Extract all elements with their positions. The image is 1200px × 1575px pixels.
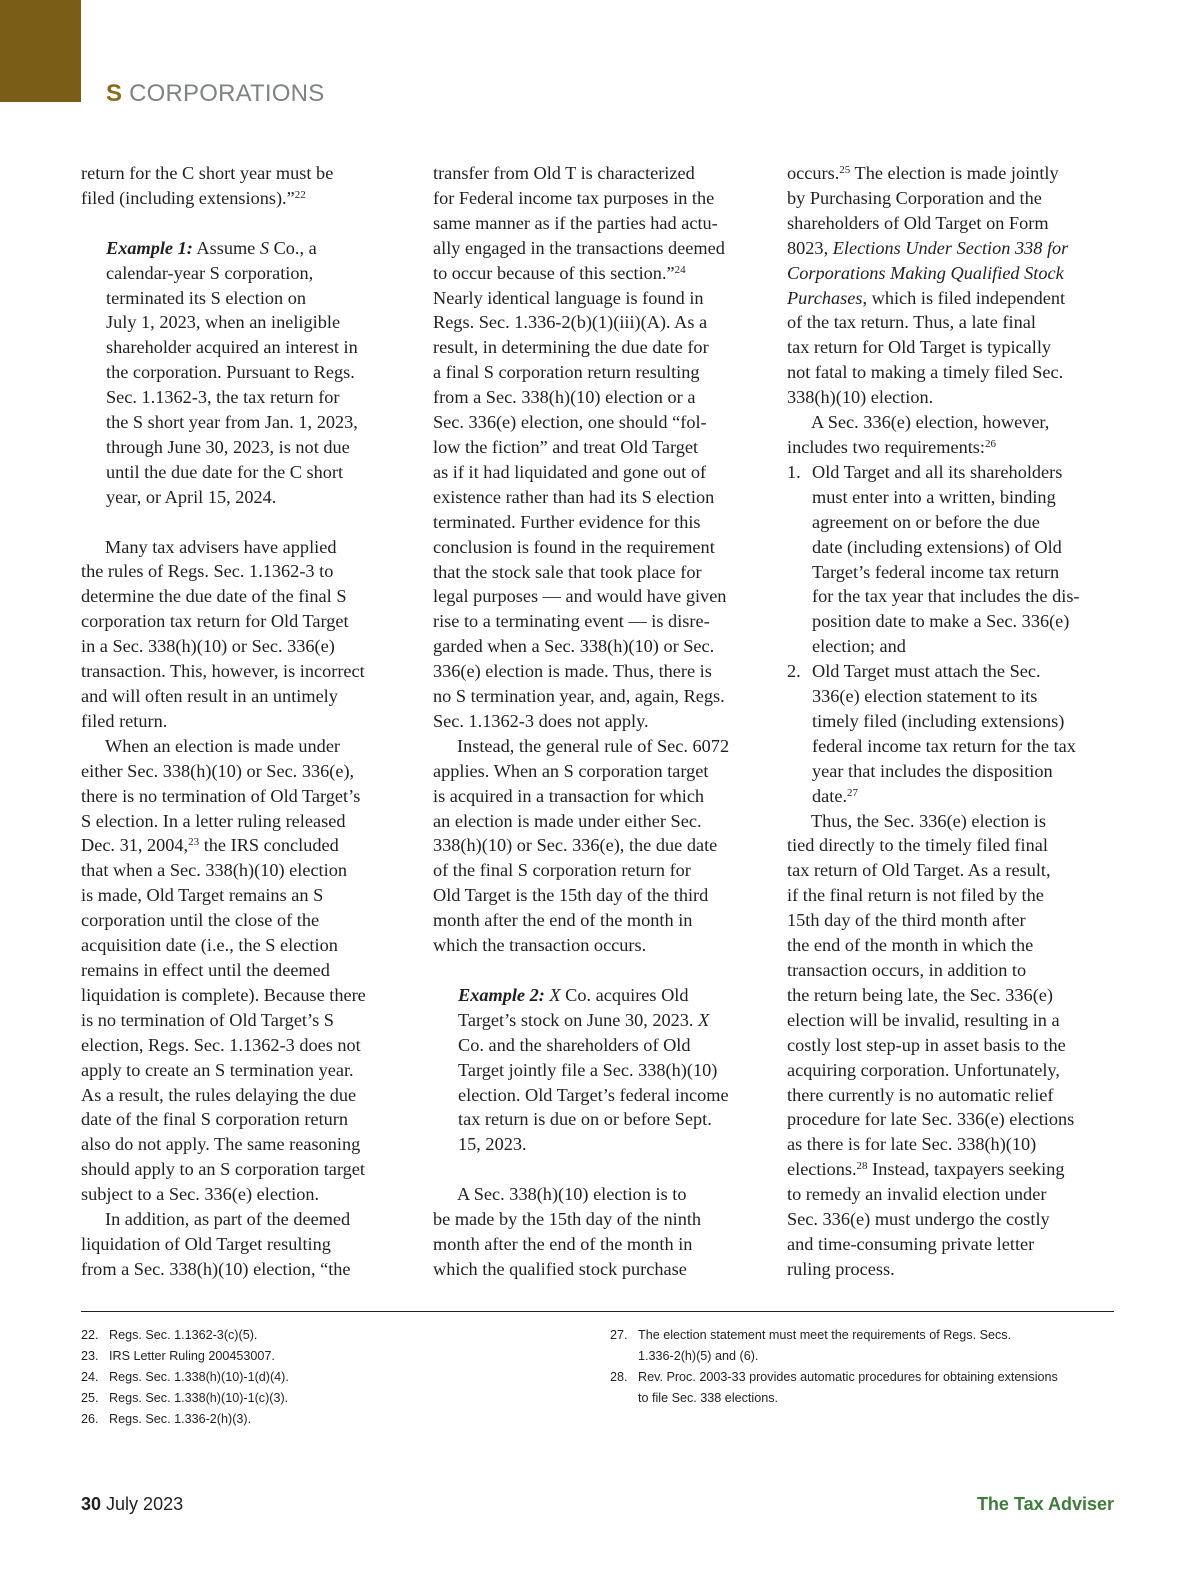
col1-paragraph-1: return for the C short year must be filed (including extensions).”$^{22}$ xyxy=(81,163,334,208)
example-2-label: Example 2: xyxy=(458,984,545,1005)
col1-paragraph-2: Many tax advisers have applied the rules of Regs. Sec. 1.1362-3 to determine the due date of the final S corporation tax return for Old Target in a Sec. 338(h)(10) or Sec. 336(e) transaction. This, however, is incorrect and will often result in an untimely filed return. xyxy=(81,536,365,731)
col3-paragraph-2: A Sec. 336(e) election, however, includes two requirements:$^{26}$ xyxy=(787,412,1050,457)
footnote-24: 24. Regs. Sec. 1.338(h)(10)-1(d)(4). xyxy=(81,1370,289,1384)
example-1: Example 1: Assume S Co., a calendar-year S corporation, terminated its S election on July 1, 2023, when an ineligible shareholder acquired an interest in the corporation. Pursuant to Regs. Sec. 1.1362-3, the tax return for the S short year from Jan. 1, 2023, through June 30, 2023, is not due until the due date for the C short year, or April 15, 2024. xyxy=(106,237,358,507)
section-header xyxy=(106,80,324,108)
page-folio xyxy=(81,1494,183,1515)
list-item-2: 2. Old Target must attach the Sec. 336(e) election statement to its timely filed (including extensions) federal income tax return for the tax year that includes the disposition date.$^{27}$ xyxy=(787,661,1076,806)
footnote-ref-28[interactable]: 28 xyxy=(856,1160,868,1173)
footnote-ref-26[interactable]: 26 xyxy=(985,437,996,450)
publication-name: The Tax Adviser xyxy=(976,1494,1114,1514)
form-title: Elections Under Section 338 for xyxy=(832,237,1069,258)
section-header-letter: S xyxy=(106,80,123,107)
column-1 xyxy=(81,161,411,1282)
col3-paragraph-1: occurs.$^{25}$ The election is made jointly by Purchasing Corporation and the shareholders of Old Target on Form 8023, Elections Under Section 338 for Corporations Making Qualified Stock Purchases, which is filed independent of the tax return. Thus, a late final tax return for Old Target is typically not fatal to making a timely filed Sec. 338(h)(10) election. xyxy=(787,163,1069,408)
footnote-27: 27. The election statement must meet the requirements of Regs. Secs. 1.336-2(h)(5) and (6). xyxy=(610,1328,1012,1363)
column-2 xyxy=(433,161,765,1282)
footnote-22: 22. Regs. Sec. 1.1362-3(c)(5). xyxy=(81,1328,258,1342)
col3-paragraph-3: Thus, the Sec. 336(e) election is tied directly to the timely filed final tax return of Old Target. As a result, if the final return is not filed by the 15th day of the third month after the end of the month in which the transaction occurs, in addition to the return being late, the Sec. 336(e) election will be invalid, resulting in a costly lost step-up in asset basis to the acquiring corporation. Unfortunately, there currently is no automatic relief procedure for late Sec. 336(e) elections as there is for late Sec. 338(h)(10) elections.$^{28}$ Instead, taxpayers seeking to remedy an invalid election under Sec. 336(e) must undergo the costly and time-consuming private letter ruling process. xyxy=(787,810,1075,1279)
page-number: 30 xyxy=(81,1494,102,1514)
footnote-ref-27[interactable]: 27 xyxy=(847,786,859,799)
footnote-divider xyxy=(81,1311,1114,1312)
footnotes-right xyxy=(610,1325,1120,1409)
footnote-23: 23. IRS Letter Ruling 200453007. xyxy=(81,1349,275,1363)
col2-paragraph-1: transfer from Old T is characterized for Federal income tax purposes in the same manner as if the parties had actu- ally engaged in the transactions deemed to occur because of this section.”$^{24}$ Nearly identical language is found in Regs. Sec. 1.336-2(b)(1)(iii)(A). As a result, in determining the due date for a final S corporation return resulting from a Sec. 338(h)(10) election or a Sec. 336(e) election, one should “fol- low the fiction” and treat Old Target as if it had liquidated and gone out of existence rather than had its S election terminated. Further evidence for this conclusion is found in the requirement that the stock sale that took place for legal purposes — and would have given rise to a terminating event — is disre- garded when a Sec. 338(h)(10) or Sec. 336(e) election is made. Thus, there is no S termination year, and, again, Regs. Sec. 1.1362-3 does not apply. xyxy=(433,163,727,731)
footnote-ref-23[interactable]: 23 xyxy=(188,836,200,849)
footnotes-left xyxy=(81,1325,531,1430)
footnote-ref-24[interactable]: 24 xyxy=(674,263,686,276)
list-item-1: 1. Old Target and all its shareholders must enter into a written, binding agreement on or before the due date (including extensions) of Old Target’s federal income tax return for the tax year that includes the dis- position date to make a Sec. 336(e) election; and xyxy=(787,461,1080,657)
col1-paragraph-3: When an election is made under either Sec. 338(h)(10) or Sec. 336(e), there is no termination of Old Target’s S election. In a letter ruling released Dec. 31, 2004,23 the IRS concluded that when a Sec. 338(h)(10) election is made, Old Target remains an S corporation until the close of the acquisition date (i.e., the S election remains in effect until the deemed liquidation is complete). Because there is no termination of Old Target’s S election, Regs. Sec. 1.1362-3 does not apply to create an S termination year. As a result, the rules delaying the due date of the final S corporation return also do not apply. The same reasoning should apply to an S corporation target subject to a Sec. 336(e) election. xyxy=(81,735,366,1205)
col2-paragraph-3: A Sec. 338(h)(10) election is to be made by the 15th day of the ninth month after the end of the month in which the qualified stock purchase xyxy=(433,1184,702,1279)
footnote-26: 26. Regs. Sec. 1.336-2(h)(3). xyxy=(81,1412,252,1426)
issue-date: July 2023 xyxy=(106,1494,184,1514)
footnote-25: 25. Regs. Sec. 1.338(h)(10)-1(c)(3). xyxy=(81,1391,289,1405)
example-2: Example 2: X Co. acquires Old Target’s stock on June 30, 2023. X Co. and the shareholders of Old Target jointly file a Sec. 338(h)(10) election. Old Target’s federal income tax return is due on or before Sept. 15, 2023. xyxy=(458,984,729,1155)
footnote-28: 28. Rev. Proc. 2003-33 provides automatic procedures for obtaining extensions to file Sec. 338 elections. xyxy=(610,1370,1058,1405)
column-3 xyxy=(787,161,1122,1282)
example-1-label: Example 1: xyxy=(106,237,193,258)
accent-block xyxy=(0,0,81,102)
footnote-ref-25[interactable]: 25 xyxy=(839,164,851,176)
footnote-ref-22[interactable]: 22 xyxy=(294,188,306,201)
section-header-title: CORPORATIONS xyxy=(129,80,325,107)
col1-paragraph-4: In addition, as part of the deemed liquidation of Old Target resulting from a Sec. 338(h)(10) election, “the xyxy=(81,1209,351,1279)
col2-paragraph-2: Instead, the general rule of Sec. 6072 applies. When an S corporation target is acquired in a transaction for which an election is made under either Sec. 338(h)(10) or Sec. 336(e), the due date of the final S corporation return for Old Target is the 15th day of the third month after the end of the month in which the transaction occurs. xyxy=(433,735,730,956)
